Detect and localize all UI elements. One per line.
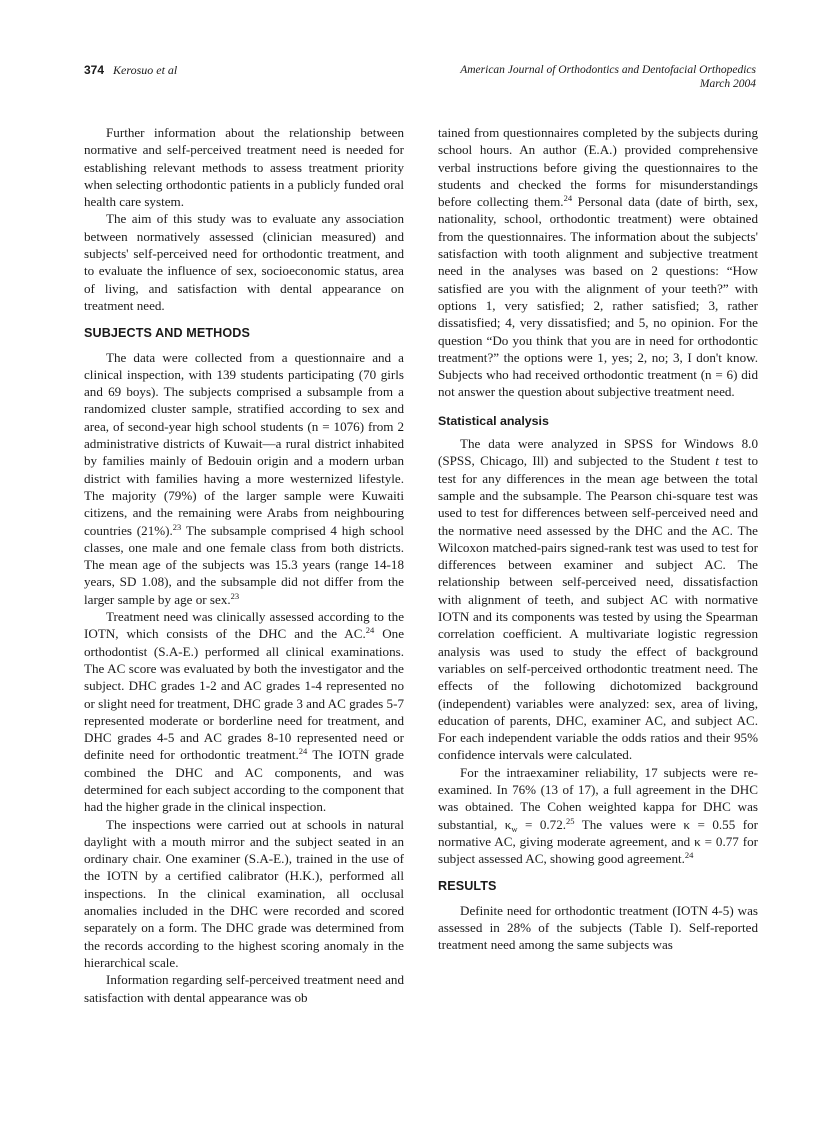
- paragraph: The data were analyzed in SPSS for Windows 8.0 (SPSS, Chicago, Ill) and subjected to the Student t test to test for any differences in the mean age between the total sample and the subsample. The Pearson chi-square test was used to test for differences between self-perceived need and the normative need assessed by the DHC and the AC. The Wilcoxon matched-pairs signed-rank test was used to test for differences between examiner and subject AC. The relationship between self-perceived need, dissatisfaction with alignment of teeth, and subject AC with normative IOTN and its components was tested by using the Spearman correlation coefficient. A multivariate logistic regression analysis was used to study the effect of background variables on self-perceived orthodontic treatment need. The effects of the following dichotomized background (independent) variables were analyzed: sex, area of living, education of parents, DHC, examiner AC, and subject AC. For each independent variable the odds ratios and their 95% confidence intervals were calculated.: [438, 436, 758, 763]
- issue-date: March 2004: [699, 78, 756, 90]
- paragraph: Treatment need was clinically assessed according to the IOTN, which consists of the DHC and the AC.$^{24}$ One orthodontist (S.A-E.) performed all clinical examinations. The AC score was evaluated by both the investigator and the subject. DHC grades 1-2 and AC grades 1-4 represented no or slight need for treatment, DHC grade 3 and AC grades 5-7 represented moderate or borderline need for treatment, and DHC grades 4-5 and AC grades 8-10 represented need or definite need for orthodontic treatment.$^{24}$ The IOTN grade combined the DHC and AC components, and was determined for each subject according to the component that had the higher grade in the clinical inspection.: [84, 609, 405, 815]
- paragraph: For the intraexaminer reliability, 17 subjects were re-examined. In 76% (13 of 17), a full agreement in the DHC was obtained. The Cohen weighted kappa for DHC was substantial, $\kappa_w = 0.72.25$ The values were κ = 0.55 for normative AC, giving moderate agreement, and κ = 0.77 for subject assessed AC, showing good agreement.$^{24}$: [438, 764, 759, 867]
- paragraph: Further information about the relationship between normative and self-perceived treatment need is needed for establishing relevant methods to assess treatment priority when selecting orthodontic patients in a publicly funded oral health care system.: [84, 125, 404, 210]
- paragraph: The data were collected from a questionnaire and a clinical inspection, with 139 students participating (70 girls and 69 boys). The subjects comprised a subsample from a randomized cluster sample, stratified according to sex and area, of second-year high school students (n = 1076) from 2 administrative districts of Kuwait—a rural district inhabited by families mainly of Bedouin origin and a modern urban district with families having a more westernized lifestyle. The majority (79%) of the larger sample were Kuwaiti citizens, and the remaining were Arabs from neighbouring countries (21%).$^{23}$ The subsample comprised 4 high school classes, one male and one female class from both districts. The mean age of the subjects was 15.3 years (range 14-18 years, SD 1.08), and the subsample did not differ from the larger sample by age or sex.$^{23}$: [84, 349, 405, 607]
- citation: 23: [172, 521, 182, 532]
- left-column: [84, 124, 404, 1006]
- header-left: [84, 63, 177, 78]
- journal-title: American Journal of Orthodontics and Dentofacial Orthopedics: [460, 64, 756, 76]
- right-column: [438, 124, 758, 954]
- citation: 24: [298, 746, 308, 757]
- citation: 25: [566, 815, 575, 826]
- header-right: [460, 63, 756, 91]
- section-heading-methods: SUBJECTS AND METHODS: [84, 326, 250, 341]
- paragraph: tained from questionnaires completed by the subjects during school hours. An author (E.A.) provided comprehensive verbal instructions before giving the questionnaires to the students and checked the forms for misunderstandings before collecting them.$^{24}$ Personal data (date of birth, sex, nationality, school, orthodontic treatment) were obtained from the questionnaires. The information about the subjects' satisfaction with tooth alignment and subjective treatment need in the analyses was based on 2 questions: “How satisfied are you with the alignment of your teeth?” with options 1, very satisfied; 2, rather satisfied; 3, rather dissatisfied; 4, very dissatisfied; and 5, no opinion. For the question “Do you think that you are in need for orthodontic treatment?” the options were 1, yes; 2, no; 3, I don't know. Subjects who had received orthodontic treatment (n = 6) did not answer the question about subjective treatment need.: [438, 125, 758, 400]
- section-heading-results: RESULTS: [438, 879, 497, 894]
- subsection-heading-statistical-analysis: Statistical analysis: [438, 413, 549, 428]
- paragraph: Information regarding self-perceived treatment need and satisfaction with dental appearance was ob: [84, 972, 404, 1005]
- page-number: 374: [84, 63, 105, 77]
- paragraph: The inspections were carried out at schools in natural daylight with a mouth mirror and the subject seated in an ordinary chair. One examiner (S.A-E.), trained in the use of the IOTN by a certified calibrator (H.K.), performed all inspections. In the clinical examination, all occlusal anomalies included in the DHC were recorded and scored separately on a form. The DHC grade was determined from the records according to the highest scoring anomaly in the hierarchical scale.: [84, 816, 404, 970]
- running-authors: Kerosuo et al: [113, 63, 178, 77]
- citation: 24: [684, 850, 694, 861]
- citation: 24: [563, 193, 573, 204]
- paragraph: Definite need for orthodontic treatment (IOTN 4-5) was assessed in 28% of the subjects (Table I). Self-reported treatment need among the same subjects was: [438, 902, 758, 953]
- paragraph: The aim of this study was to evaluate any association between normatively assessed (clinician measured) and subjects' self-perceived need for orthodontic treatment, and to evaluate the influence of sex, socioeconomic status, area of living, and satisfaction with dental appearance on treatment need.: [84, 211, 404, 313]
- citation: 23: [230, 590, 240, 601]
- citation: 24: [365, 625, 375, 636]
- running-header: [84, 63, 756, 99]
